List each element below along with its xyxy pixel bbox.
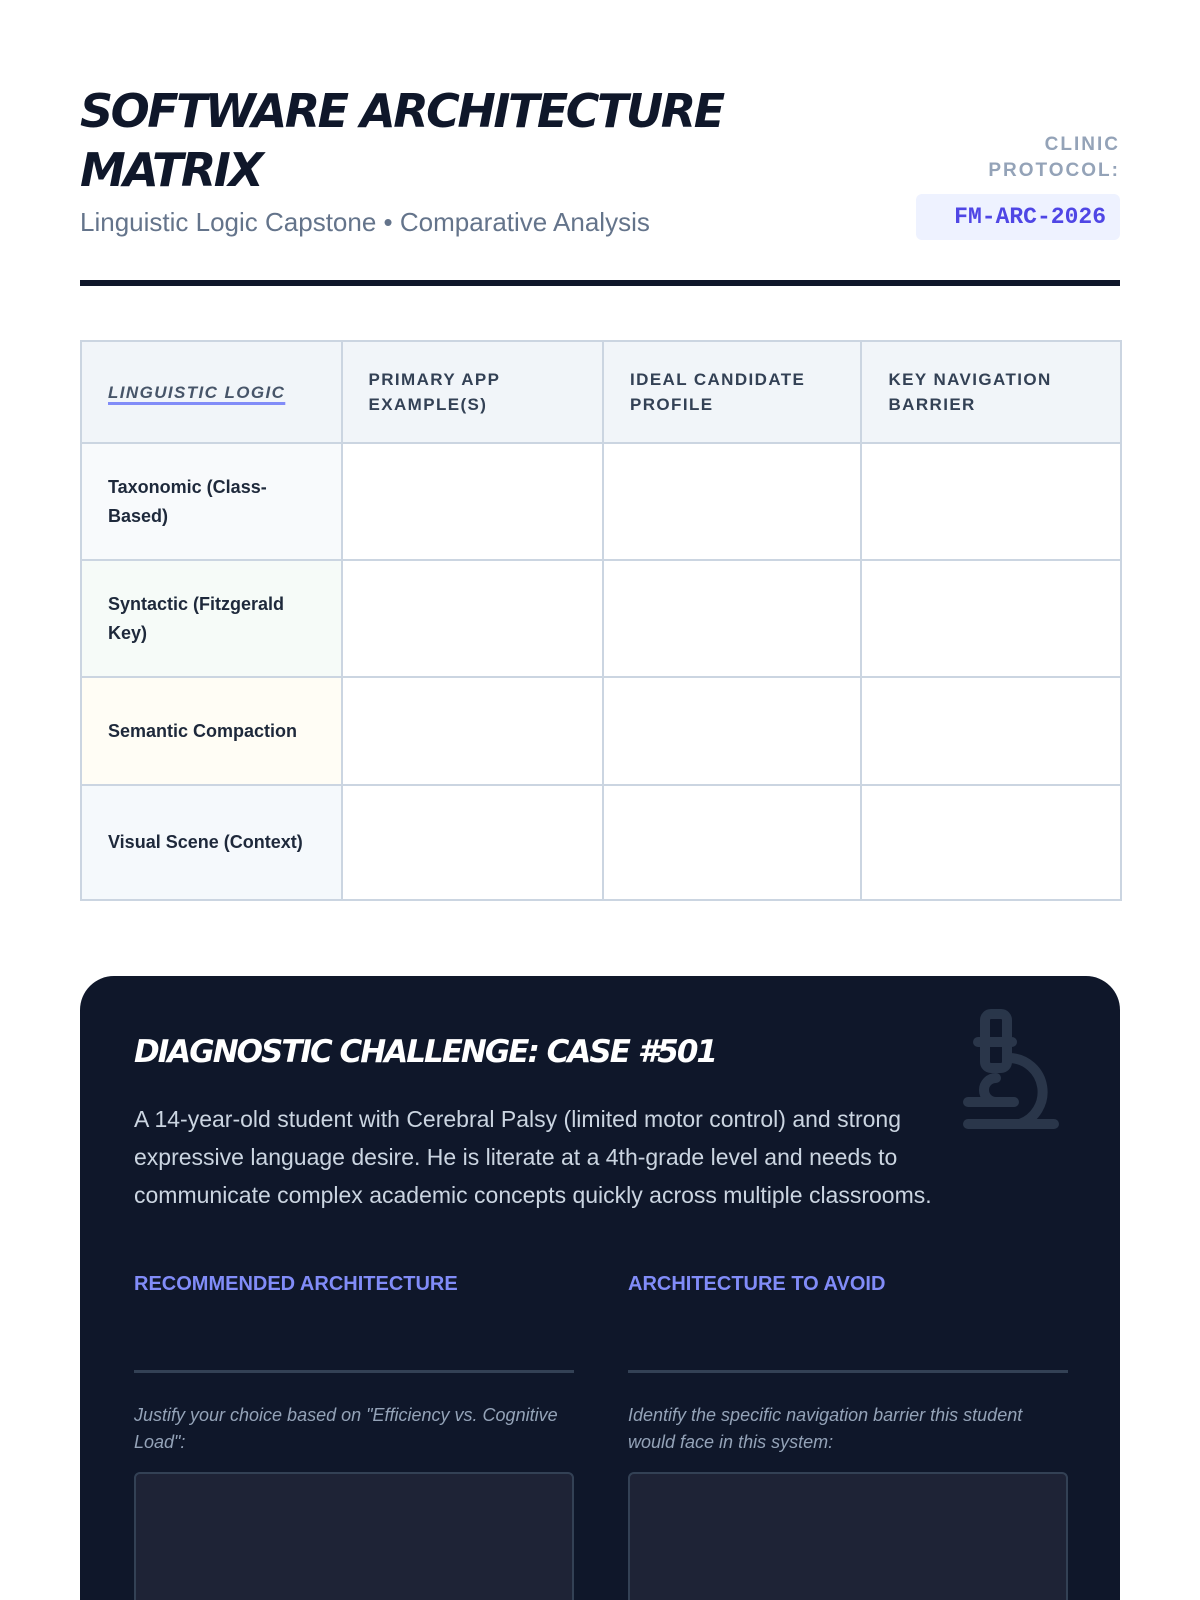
answer-cell[interactable] xyxy=(603,677,861,785)
architecture-to-avoid-label: ARCHITECTURE TO AVOID xyxy=(628,1273,886,1295)
row-label-taxonomic: Taxonomic (Class-Based) xyxy=(81,443,342,560)
case-description: A 14-year-old student with Cerebral Palsy (limited motor control) and strong expressive language desire. He is literate at a 4th-grade level and needs to communicate complex academic concepts quickly across multiple classrooms. xyxy=(134,1106,932,1208)
row-label-syntactic: Syntactic (Fitzgerald Key) xyxy=(81,560,342,677)
answer-cell[interactable] xyxy=(342,443,604,560)
table-row xyxy=(81,785,1121,900)
answer-cell[interactable] xyxy=(861,560,1121,677)
answer-cell[interactable] xyxy=(861,443,1121,560)
architecture-matrix-table xyxy=(80,340,1122,901)
architecture-to-avoid-section xyxy=(628,1272,1068,1452)
page-title: SOFTWARE ARCHITECTURE MATRIX xyxy=(80,84,723,197)
answer-cell[interactable] xyxy=(342,560,604,677)
column-header-candidate-profile: IDEAL CANDIDATE PROFILE xyxy=(603,341,861,443)
recommended-architecture-answer-line[interactable] xyxy=(134,1370,574,1373)
recommended-justification-prompt: Justify your choice based on "Efficiency vs. Cognitive Load": xyxy=(134,1405,558,1452)
answer-cell[interactable] xyxy=(342,677,604,785)
answer-cell[interactable] xyxy=(603,785,861,900)
recommended-architecture-label: RECOMMENDED ARCHITECTURE xyxy=(134,1273,458,1295)
protocol-block xyxy=(916,132,1120,240)
diagnostic-case-card xyxy=(80,976,1120,1600)
table-header-row xyxy=(81,341,1121,443)
column-header-linguistic-logic: LINGUISTIC LOGIC xyxy=(81,341,342,443)
protocol-label: CLINIC PROTOCOL: xyxy=(988,134,1120,181)
answer-cell[interactable] xyxy=(342,785,604,900)
answer-cell[interactable] xyxy=(861,677,1121,785)
table-row xyxy=(81,560,1121,677)
row-label-visual-scene: Visual Scene (Context) xyxy=(81,785,342,900)
recommended-architecture-section xyxy=(134,1272,574,1452)
answer-cell[interactable] xyxy=(603,560,861,677)
architecture-to-avoid-answer-line[interactable] xyxy=(628,1370,1068,1373)
table-row xyxy=(81,443,1121,560)
answer-cell[interactable] xyxy=(603,443,861,560)
header xyxy=(80,82,1120,282)
recommended-justification-box[interactable] xyxy=(134,1472,574,1600)
column-header-primary-app: PRIMARY APP EXAMPLE(S) xyxy=(342,341,604,443)
column-header-navigation-barrier: KEY NAVIGATION BARRIER xyxy=(861,341,1121,443)
case-title: DIAGNOSTIC CHALLENGE: CASE #501 xyxy=(134,1034,716,1070)
answer-cell[interactable] xyxy=(861,785,1121,900)
table-row xyxy=(81,677,1121,785)
page-subtitle: Linguistic Logic Capstone • Comparative Analysis xyxy=(80,207,650,237)
row-label-semantic: Semantic Compaction xyxy=(81,677,342,785)
navigation-barrier-prompt: Identify the specific navigation barrier this student would face in this system: xyxy=(628,1405,1023,1452)
header-divider xyxy=(80,280,1120,286)
navigation-barrier-box[interactable] xyxy=(628,1472,1068,1600)
protocol-code-badge: FM-ARC-2026 xyxy=(916,194,1120,240)
